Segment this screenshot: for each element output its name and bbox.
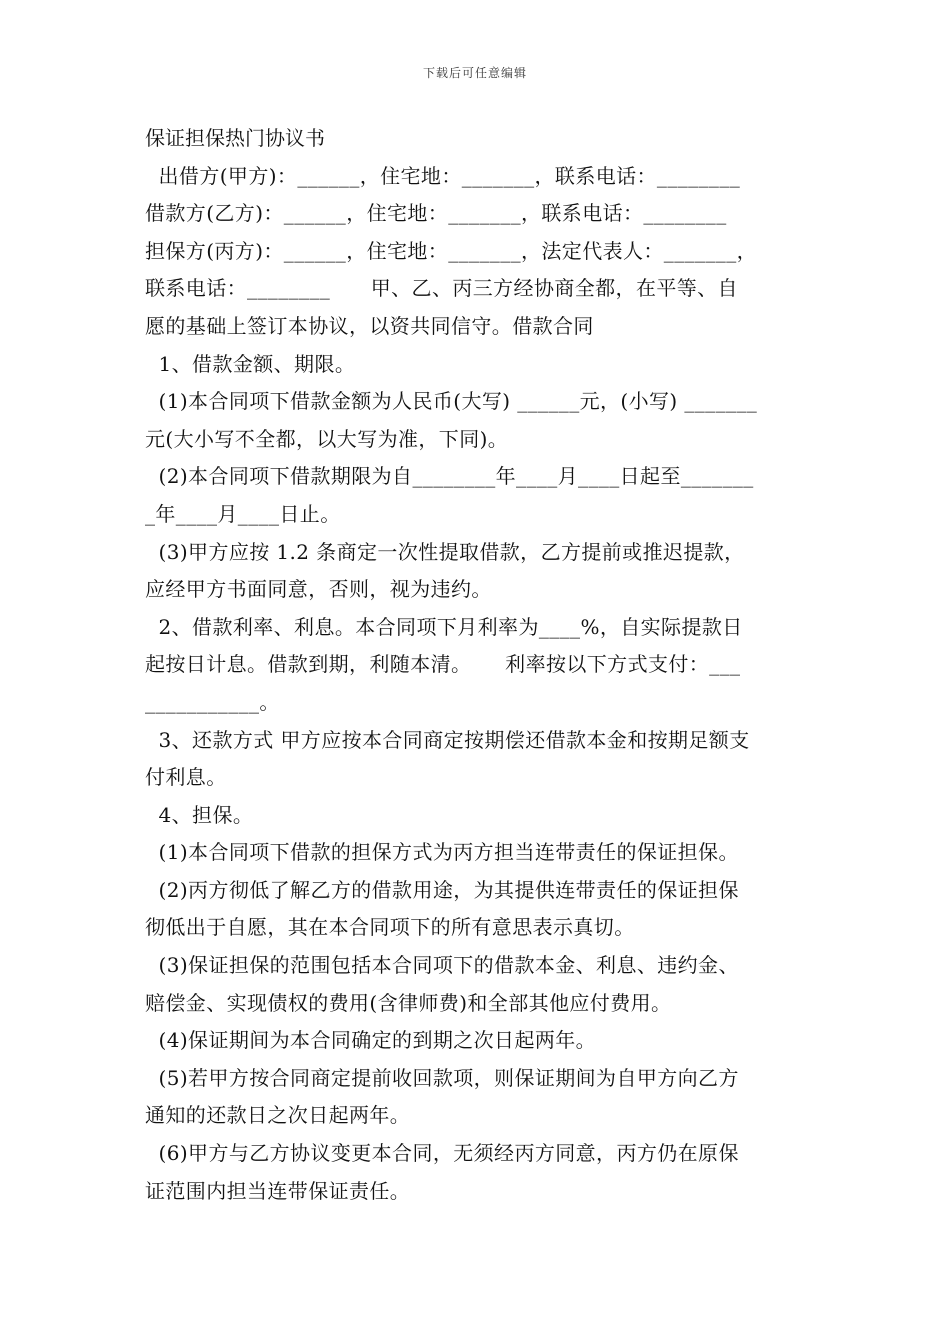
paragraph-line: 借款方(乙方)：______，住宅地：_______，联系电话：________ (145, 201, 727, 226)
paragraph-line: (4)保证期间为本合同确定的到期之次日起两年。 (145, 1028, 597, 1053)
paragraph-line: (5)若甲方按合同商定提前收回款项，则保证期间为自甲方向乙方 (145, 1065, 739, 1090)
paragraph-line: 证范围内担当连带保证责任。 (145, 1178, 411, 1203)
paragraph-line: 通知的还款日之次日起两年。 (145, 1103, 411, 1128)
paragraph-line: _年____月____日止。 (145, 501, 341, 526)
paragraph-line: 起按日计息。借款到期，利随本清。 利率按以下方式支付：___ (145, 652, 741, 677)
paragraph-line: (1)本合同项下借款金额为人民币(大写) ______元，(小写) _______ (145, 389, 758, 414)
paragraph-line: (2)丙方彻低了解乙方的借款用途，为其提供连带责任的保证担保 (145, 877, 739, 902)
section-heading: 2、借款利率、利息。本合同项下月利率为____%，自实际提款日 (145, 614, 743, 639)
page-header-note: 下载后可任意编辑 (422, 66, 527, 80)
paragraph-line: (3)甲方应按 1.2 条商定一次性提取借款，乙方提前或推迟提款， (145, 539, 745, 564)
paragraph-line: ___________。 (145, 689, 280, 714)
section-heading: 3、还款方式 甲方应按本合同商定按期偿还借款本金和按期足额支 (145, 727, 750, 752)
section-heading: 4、担保。 (145, 802, 254, 827)
paragraph-line: 应经甲方书面同意，否则，视为违约。 (145, 577, 492, 602)
document-title: 保证担保热门协议书 (145, 126, 325, 150)
paragraph-line: (2)本合同项下借款期限为自________年____月____日起至_______ (145, 464, 754, 489)
paragraph-line: 元(大小写不全都，以大写为准，下同)。 (145, 426, 509, 451)
paragraph-line: (1)本合同项下借款的担保方式为丙方担当连带责任的保证担保。 (145, 840, 739, 865)
paragraph-line: 赔偿金、实现债权的费用(含律师费)和全部其他应付费用。 (145, 990, 672, 1015)
paragraph-line: 联系电话：________ 甲、乙、丙三方经协商全都，在平等、自 (145, 276, 738, 301)
paragraph-line: (3)保证担保的范围包括本合同项下的借款本金、利息、违约金、 (145, 953, 739, 978)
paragraph-line: 担保方(丙方)：______，住宅地：_______，法定代表人：_______， (145, 238, 758, 263)
document-body (145, 120, 810, 1210)
paragraph-line: 付利息。 (145, 765, 227, 790)
section-heading: 1、借款金额、期限。 (145, 351, 356, 376)
paragraph-line: (6)甲方与乙方协议变更本合同，无须经丙方同意，丙方仍在原保 (145, 1141, 739, 1166)
paragraph-line: 出借方(甲方)：______，住宅地：_______，联系电话：________ (145, 163, 741, 188)
paragraph-line: 彻低出于自愿，其在本合同项下的所有意思表示真切。 (145, 915, 635, 940)
paragraph-line: 愿的基础上签订本协议，以资共同信守。借款合同 (145, 313, 594, 338)
